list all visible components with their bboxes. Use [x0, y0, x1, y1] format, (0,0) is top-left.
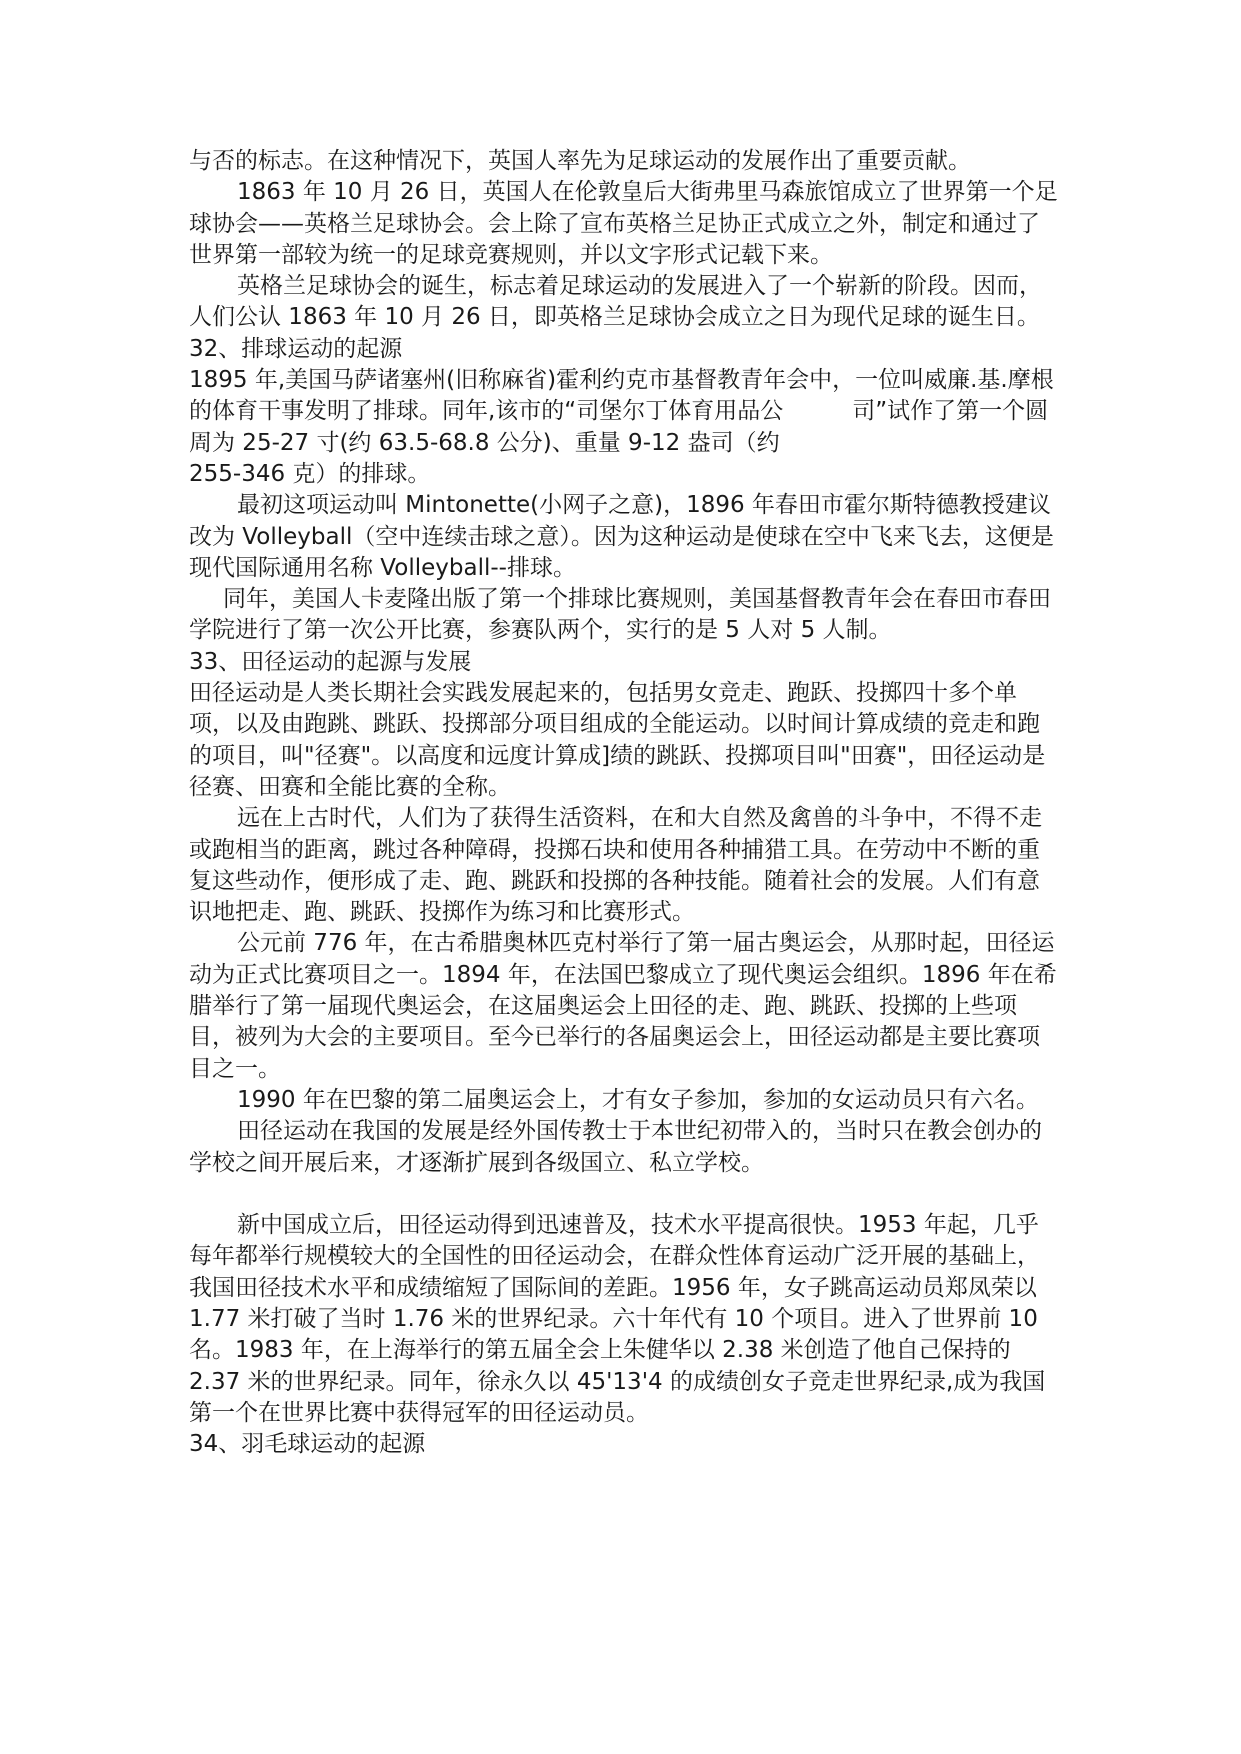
- paragraph: 与否的标志。在这种情况下，英国人率先为足球运动的发展作出了重要贡献。: [189, 148, 971, 174]
- blank-line: [189, 1179, 1061, 1210]
- paragraph: 最初这项运动叫 Mintonette(小网子之意)，1896 年春田市霍尔斯特德教授建议改为 Volleyball（空中连续击球之意）。因为这种运动是使球在空中飞来飞去，这便是现代国际通用名称 Volleyball--排球。: [189, 492, 1054, 581]
- paragraph: 公元前 776 年，在古希腊奥林匹克村举行了第一届古奥运会，从那时起，田径运动为正式比赛项目之一。1894 年，在法国巴黎成立了现代奥运会组织。1896 年在希腊举行了第一届现代奥运会，在这届奥运会上田径的走、跑、跳跃、投掷的上些项目，被列为大会的主要项目。至今已举行的各届奥运会上，田径运动都是主要比赛项目之一。: [189, 930, 1057, 1082]
- paragraph: 1895 年,美国马萨诸塞州(旧称麻省)霍利约克市基督教青年会中，一位叫威廉.基.摩根的体育干事发明了排球。同年,该市的“司堡尔丁体育用品公 司”试作了第一个圆周为 25-27 寸(约 63.5-68.8 公分)、重量 9-12 盎司（约: [189, 367, 1054, 456]
- paragraph: 同年，美国人卡麦隆出版了第一个排球比赛规则，美国基督教青年会在春田市春田学院进行了第一次公开比赛，参赛队两个，实行的是 5 人对 5 人制。: [189, 586, 1051, 644]
- paragraph: 田径运动是人类长期社会实践发展起来的，包括男女竞走、跑跃、投掷四十多个单项，以及由跑跳、跳跃、投掷部分项目组成的全能运动。以时间计算成绩的竞走和跑的项目，叫"径赛"。以高度和远度计算成]绩的跳跃、投掷项目叫"田赛"，田径运动是径赛、田赛和全能比赛的全称。: [189, 680, 1046, 800]
- paragraph: 新中国成立后，田径运动得到迅速普及，技术水平提高很快。1953 年起，几乎每年都举行规模较大的全国性的田径运动会，在群众性体育运动广泛开展的基础上，我国田径技术水平和成绩缩短了国际间的差距。1956 年，女子跳高运动员郑凤荣以 1.77 米打破了当时 1.76 米的世界纪录。六十年代有 10 个项目。进入了世界前 10 名。1983 年，在上海举行的第五届全会上朱健华以 2.38 米创造了他自己保持的 2.37 米的世界纪录。同年，徐永久以 45'13'4 的成绩创女子竞走世界纪录,成为我国第一个在世界比赛中获得冠军的田径运动员。: [189, 1212, 1046, 1426]
- section-heading-33: 33、田径运动的起源与发展: [189, 648, 472, 675]
- paragraph: 1990 年在巴黎的第二届奥运会上，才有女子参加，参加的女运动员只有六名。: [237, 1086, 1039, 1113]
- paragraph: 田径运动在我国的发展是经外国传教士于本世纪初带入的，当时只在教会创办的学校之间开展后来，才逐渐扩展到各级国立、私立学校。: [189, 1118, 1042, 1176]
- section-heading-34: 34、羽毛球运动的起源: [189, 1431, 426, 1458]
- paragraph: 1863 年 10 月 26 日，英国人在伦敦皇后大街弗里马森旅馆成立了世界第一个足球协会——英格兰足球协会。会上除了宣布英格兰足协正式成立之外，制定和通过了世界第一部较为统一的足球竞赛规则，并以文字形式记载下来。: [189, 179, 1058, 268]
- paragraph: 英格兰足球协会的诞生，标志着足球运动的发展进入了一个崭新的阶段。因而，人们公认 1863 年 10 月 26 日，即英格兰足球协会成立之日为现代足球的诞生日。: [189, 273, 1042, 331]
- document-page: [189, 146, 1061, 1460]
- paragraph: 255-346 克）的排球。: [189, 460, 431, 487]
- paragraph: 远在上古时代，人们为了获得生活资料，在和大自然及禽兽的斗争中，不得不走或跑相当的距离，跳过各种障碍，投掷石块和使用各种捕猎工具。在劳动中不断的重复这些动作，便形成了走、跑、跳跃和投掷的各种技能。随着社会的发展。人们有意识地把走、跑、跳跃、投掷作为练习和比赛形式。: [189, 805, 1042, 926]
- section-heading-32: 32、排球运动的起源: [189, 335, 403, 362]
